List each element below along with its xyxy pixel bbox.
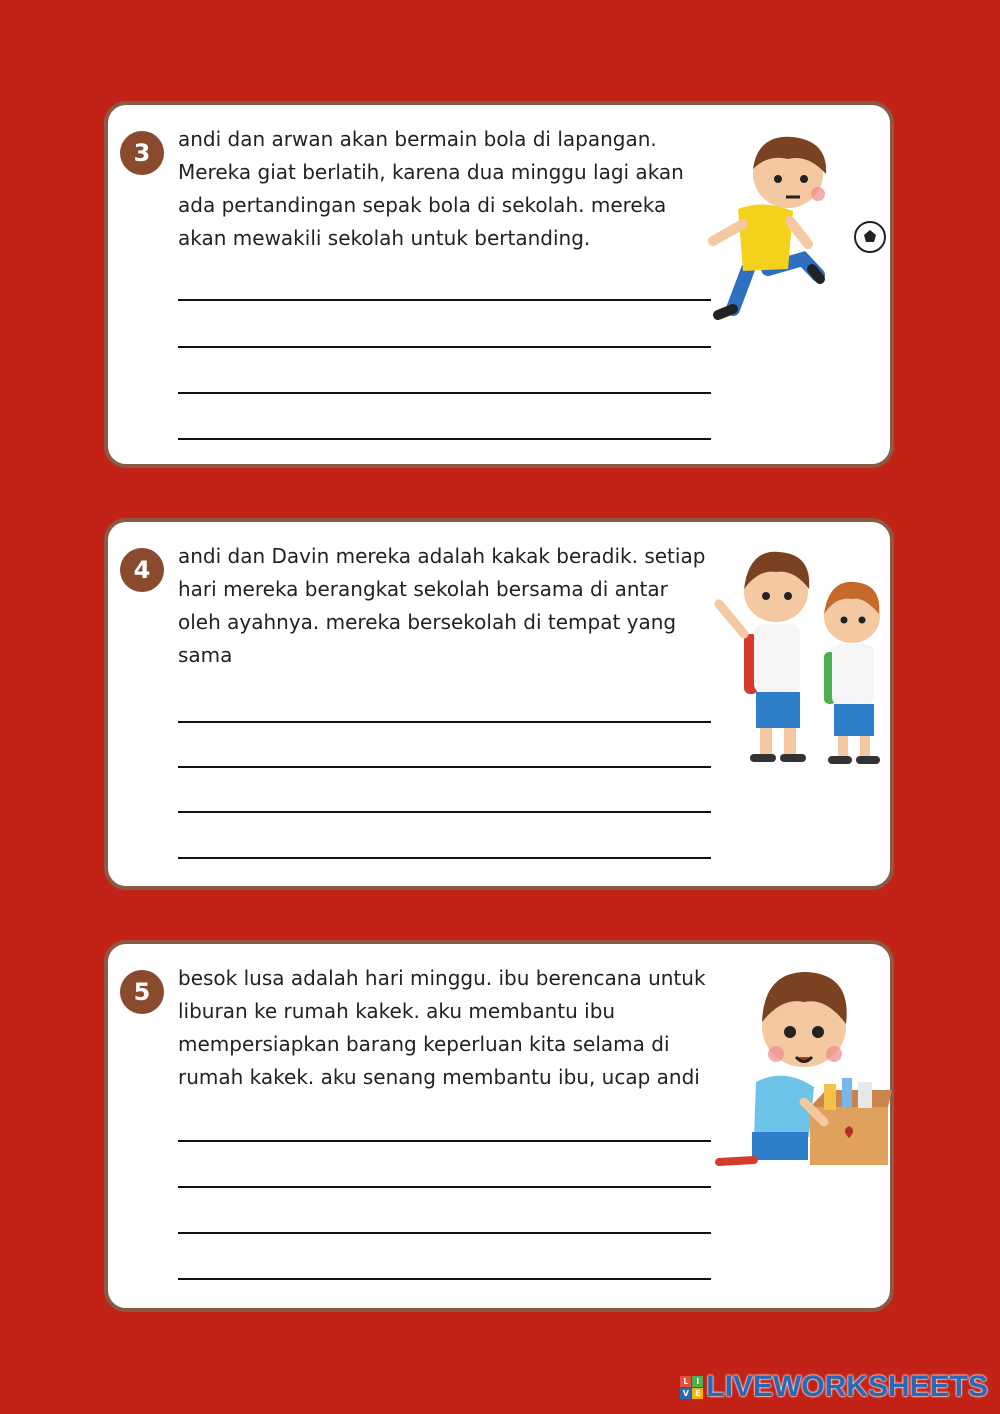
answer-line-4[interactable] xyxy=(178,414,711,440)
question-card-5 xyxy=(104,940,894,1312)
answer-line-3[interactable] xyxy=(178,368,711,394)
question-text: besok lusa adalah hari minggu. ibu berencana untuk liburan ke rumah kakek. aku membantu ibu mempersiapkan barang keperluan kita selama di rumah kakek. aku senang membantu ibu, ucap andi xyxy=(178,966,706,1089)
question-text: andi dan Davin mereka adalah kakak beradik. setiap hari mereka berangkat sekolah bersama di antar oleh ayahnya. mereka bersekolah di tempat yang sama xyxy=(178,544,706,667)
answer-line-4[interactable] xyxy=(178,1254,711,1280)
answer-line-1[interactable] xyxy=(178,697,711,723)
question-number-badge: 4 xyxy=(120,548,164,592)
answer-line-1[interactable] xyxy=(178,1116,711,1142)
answer-line-3[interactable] xyxy=(178,1208,711,1234)
soccer-boy-kicking-ball-icon xyxy=(708,129,898,329)
answer-line-3[interactable] xyxy=(178,787,711,813)
question-card-3 xyxy=(104,101,894,468)
question-number-badge: 3 xyxy=(120,131,164,175)
brand-name: LIVEWORKSHEETS xyxy=(706,1370,988,1403)
answer-line-2[interactable] xyxy=(178,1162,711,1188)
answer-line-4[interactable] xyxy=(178,833,711,859)
question-number-badge: 5 xyxy=(120,970,164,1014)
two-school-boys-icon xyxy=(714,544,889,769)
answer-line-2[interactable] xyxy=(178,322,711,348)
liveworksheets-logo-icon: L I V E xyxy=(680,1376,703,1399)
answer-line-1[interactable] xyxy=(178,275,711,301)
boy-packing-box-icon xyxy=(714,962,894,1177)
question-card-4 xyxy=(104,518,894,890)
question-text: andi dan arwan akan bermain bola di lapangan. Mereka giat berlatih, karena dua minggu lagi akan ada pertandingan sepak bola di sekolah. mereka akan mewakili sekolah untuk bertanding. xyxy=(178,127,684,250)
answer-line-2[interactable] xyxy=(178,742,711,768)
liveworksheets-logo xyxy=(680,1370,988,1404)
